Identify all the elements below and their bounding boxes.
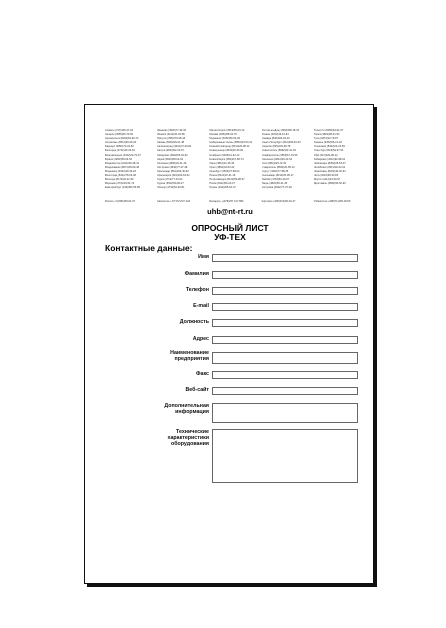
city-phone-entry: Воронеж (473)204-51-73 <box>105 182 135 186</box>
additional-info-field[interactable] <box>212 403 358 423</box>
city-phone-entry: Коломна (4966)23-41-49 <box>157 161 187 165</box>
city-phone-entry: Липецк (4742)52-20-81 <box>157 186 185 190</box>
city-phone-entry: Ярославль (4852)69-52-93 <box>313 182 346 186</box>
city-phone-entry: Тверь (4822)63-31-35 <box>261 182 288 186</box>
city-phone-entry: Сыктывкар (8212)25-95-17 <box>261 174 294 178</box>
city-column <box>157 129 206 190</box>
city-phone-entry: Ставрополь (8652)20-65-13 <box>261 165 295 169</box>
equipment-specs-field[interactable] <box>212 429 358 483</box>
company-field[interactable] <box>212 352 358 364</box>
city-phone-entry: Омск (3812)21-46-40 <box>209 161 235 165</box>
city-phone-entry: Симферополь (3652)67-13-56 <box>261 153 298 157</box>
city-phone-entry: Уфа (347)229-48-12 <box>313 153 338 157</box>
phone-kazakhstan: Казахстан +7(7172)727-132 <box>157 200 191 203</box>
city-phone-entry: Вологда (8172)26-41-59 <box>105 178 134 182</box>
address-label: Адрес <box>192 336 209 342</box>
city-phone-entry: Ростов-на-Дону (863)308-18-15 <box>261 129 300 132</box>
country-phones <box>105 200 363 203</box>
city-phone-entry: Курган (3522)50-90-47 <box>157 182 184 186</box>
city-phone-entry: Владивосток (423)249-28-31 <box>105 161 140 165</box>
city-phone-entry: Псков (8112)59-10-37 <box>209 182 235 186</box>
surname-label: Фамилия <box>184 271 209 277</box>
city-phone-entry: Оренбург (3532)37-68-04 <box>209 169 240 173</box>
name-field[interactable] <box>212 254 358 262</box>
website-label: Веб-сайт <box>185 387 209 393</box>
city-phone-entry: Самара (846)206-03-16 <box>261 137 290 141</box>
product-title: УФ-ТЕХ <box>214 232 246 242</box>
city-phone-entry: Тольятти (8482)63-91-07 <box>313 129 344 132</box>
position-label: Должность <box>179 319 209 325</box>
position-field[interactable] <box>212 319 358 327</box>
city-phone-entry: Ульяновск (8422)24-23-59 <box>313 145 345 149</box>
city-column <box>314 129 363 190</box>
phone-label: Телефон <box>185 287 209 293</box>
city-phone-entry: Казань (843)206-01-48 <box>157 141 185 145</box>
city-phone-entry: Владикавказ (8672)28-90-48 <box>105 165 140 169</box>
city-phone-entry: Саратов (845)249-38-78 <box>261 145 291 149</box>
city-phone-entry: Челябинск (351)202-03-61 <box>313 165 346 169</box>
city-phone-entry: Тюмень (3452)66-21-18 <box>313 141 342 145</box>
city-phone-entry: Нижний Новгород (831)429-08-12 <box>209 145 250 149</box>
city-column <box>105 129 154 190</box>
city-phone-entry: Красноярск (391)204-63-61 <box>157 174 190 178</box>
city-phone-entry: Брянск (4832)59-03-52 <box>105 157 132 161</box>
phone-field[interactable] <box>212 287 358 295</box>
city-phone-entry: Кемерово (3842)65-04-62 <box>157 153 188 157</box>
phone-kyrgyzstan: Киргизия +996(312)96-26-47 <box>261 200 296 203</box>
city-phone-entry: Калуга (4842)92-23-67 <box>157 149 184 153</box>
city-phone-entry: Набережные Челны (8552)20-53-41 <box>209 141 253 145</box>
city-phone-entry: Пенза (8412)22-31-16 <box>209 174 236 178</box>
city-phone-entry: Рязань (4912)46-61-64 <box>261 133 289 137</box>
city-phone-list <box>105 129 363 190</box>
city-phone-entry: Сочи (862)225-72-31 <box>261 161 287 165</box>
city-phone-entry: Чебоксары (8352)28-53-07 <box>313 161 346 165</box>
city-phone-entry: Благовещенск (4162)22-76-07 <box>105 153 141 157</box>
equipment-specs-label: Технические характеристики оборудования <box>167 429 209 448</box>
city-phone-entry: Ижевск (3412)26-03-58 <box>157 133 185 137</box>
city-phone-entry: Пермь (342)205-81-47 <box>209 186 236 190</box>
city-phone-entry: Орел (4862)44-53-42 <box>209 165 235 169</box>
city-phone-entry: Санкт-Петербург (812)309-46-40 <box>261 141 301 145</box>
city-phone-entry: Алматы (727)345-47-04 <box>105 129 134 132</box>
email-label: E-mail <box>193 303 209 309</box>
city-phone-entry: Белгород (4722)40-23-64 <box>105 149 135 153</box>
surname-field[interactable] <box>212 271 358 279</box>
city-phone-entry: Ноябрьск (3496)41-32-12 <box>209 153 240 157</box>
city-phone-entry: Архангельск (8182)63-90-72 <box>105 137 139 141</box>
city-phone-entry: Череповец (8202)49-02-64 <box>313 169 346 173</box>
city-phone-entry: Иваново (4932)77-34-06 <box>157 129 187 132</box>
fax-label: Факс <box>196 371 209 377</box>
section-heading: Контактные данные: <box>105 243 193 253</box>
city-phone-entry: Томск (3822)98-41-53 <box>313 133 340 137</box>
city-phone-entry: Магнитогорск (3519)55-03-13 <box>209 129 245 132</box>
name-label: Имя <box>198 254 209 260</box>
city-phone-entry: Москва (495)268-04-70 <box>209 133 237 137</box>
website-field[interactable] <box>212 387 358 395</box>
city-phone-entry: Смоленск (4812)29-41-54 <box>261 157 293 161</box>
contact-email[interactable]: uhb@nt-rt.ru <box>207 207 253 216</box>
city-phone-entry: Чита (3022)38-34-83 <box>313 174 339 178</box>
city-phone-entry: Петрозаводск (8142)55-98-37 <box>209 178 245 182</box>
city-phone-entry: Курск (4712)77-13-04 <box>157 178 183 182</box>
phone-uzbekistan: Узбекистан +998(71)205-18-59 <box>313 200 351 203</box>
city-phone-entry: Екатеринбург (343)384-55-89 <box>105 186 140 190</box>
fax-field[interactable] <box>212 371 358 379</box>
city-phone-entry: Улан-Удэ (3012)59-97-51 <box>313 149 344 153</box>
city-phone-entry: Калининград (4012)72-03-81 <box>157 145 192 149</box>
city-column <box>262 129 311 190</box>
city-phone-entry: Якутск (4112)23-90-97 <box>313 178 341 182</box>
city-phone-entry: Волгоград (844)278-03-48 <box>105 174 136 178</box>
email-field[interactable] <box>212 303 358 311</box>
city-phone-entry: Краснодар (861)203-40-90 <box>157 169 189 173</box>
questionnaire-page <box>84 104 374 584</box>
address-field[interactable] <box>212 336 358 344</box>
city-phone-entry: Тамбов (4752)50-40-97 <box>261 178 290 182</box>
city-column <box>209 129 258 190</box>
city-phone-entry: Иркутск (395)279-98-46 <box>157 137 186 141</box>
city-phone-entry: Ангарск (3955)60-70-56 <box>105 133 133 137</box>
form-title: ОПРОСНЫЙ ЛИСТ <box>191 223 269 233</box>
additional-info-label: Дополнительная информация <box>164 403 209 416</box>
city-phone-entry: Севастополь (8692)22-31-93 <box>261 149 296 153</box>
phone-russia: Россия +7(495)268-04-70 <box>105 200 136 203</box>
city-phone-entry: Хабаровск (4212)92-98-04 <box>313 157 346 161</box>
city-phone-entry: Новокузнецк (3843)20-46-81 <box>209 149 244 153</box>
city-phone-entry: Киров (8332)68-02-04 <box>157 157 184 161</box>
city-phone-entry: Сургут (3462)77-98-35 <box>261 169 289 173</box>
city-phone-entry: Мурманск (8152)59-64-93 <box>209 137 240 141</box>
city-phone-entry: Кострома (4942)77-07-48 <box>157 165 188 169</box>
company-label: Наименование предприятия <box>170 350 209 363</box>
city-phone-entry: Кострома (4942)77-07-48 <box>261 186 292 190</box>
city-phone-entry: Астрахань (8512)99-46-04 <box>105 141 137 145</box>
city-phone-entry: Тула (4872)33-79-87 <box>313 137 339 141</box>
phone-belarus: Беларусь +(375)257 127 884 <box>209 200 244 203</box>
city-phone-entry: Барнаул (3852)73-04-60 <box>105 145 134 149</box>
city-phone-entry: Новосибирск (383)227-86-73 <box>209 157 244 161</box>
city-phone-entry: Владимир (4922)49-43-18 <box>105 169 136 173</box>
